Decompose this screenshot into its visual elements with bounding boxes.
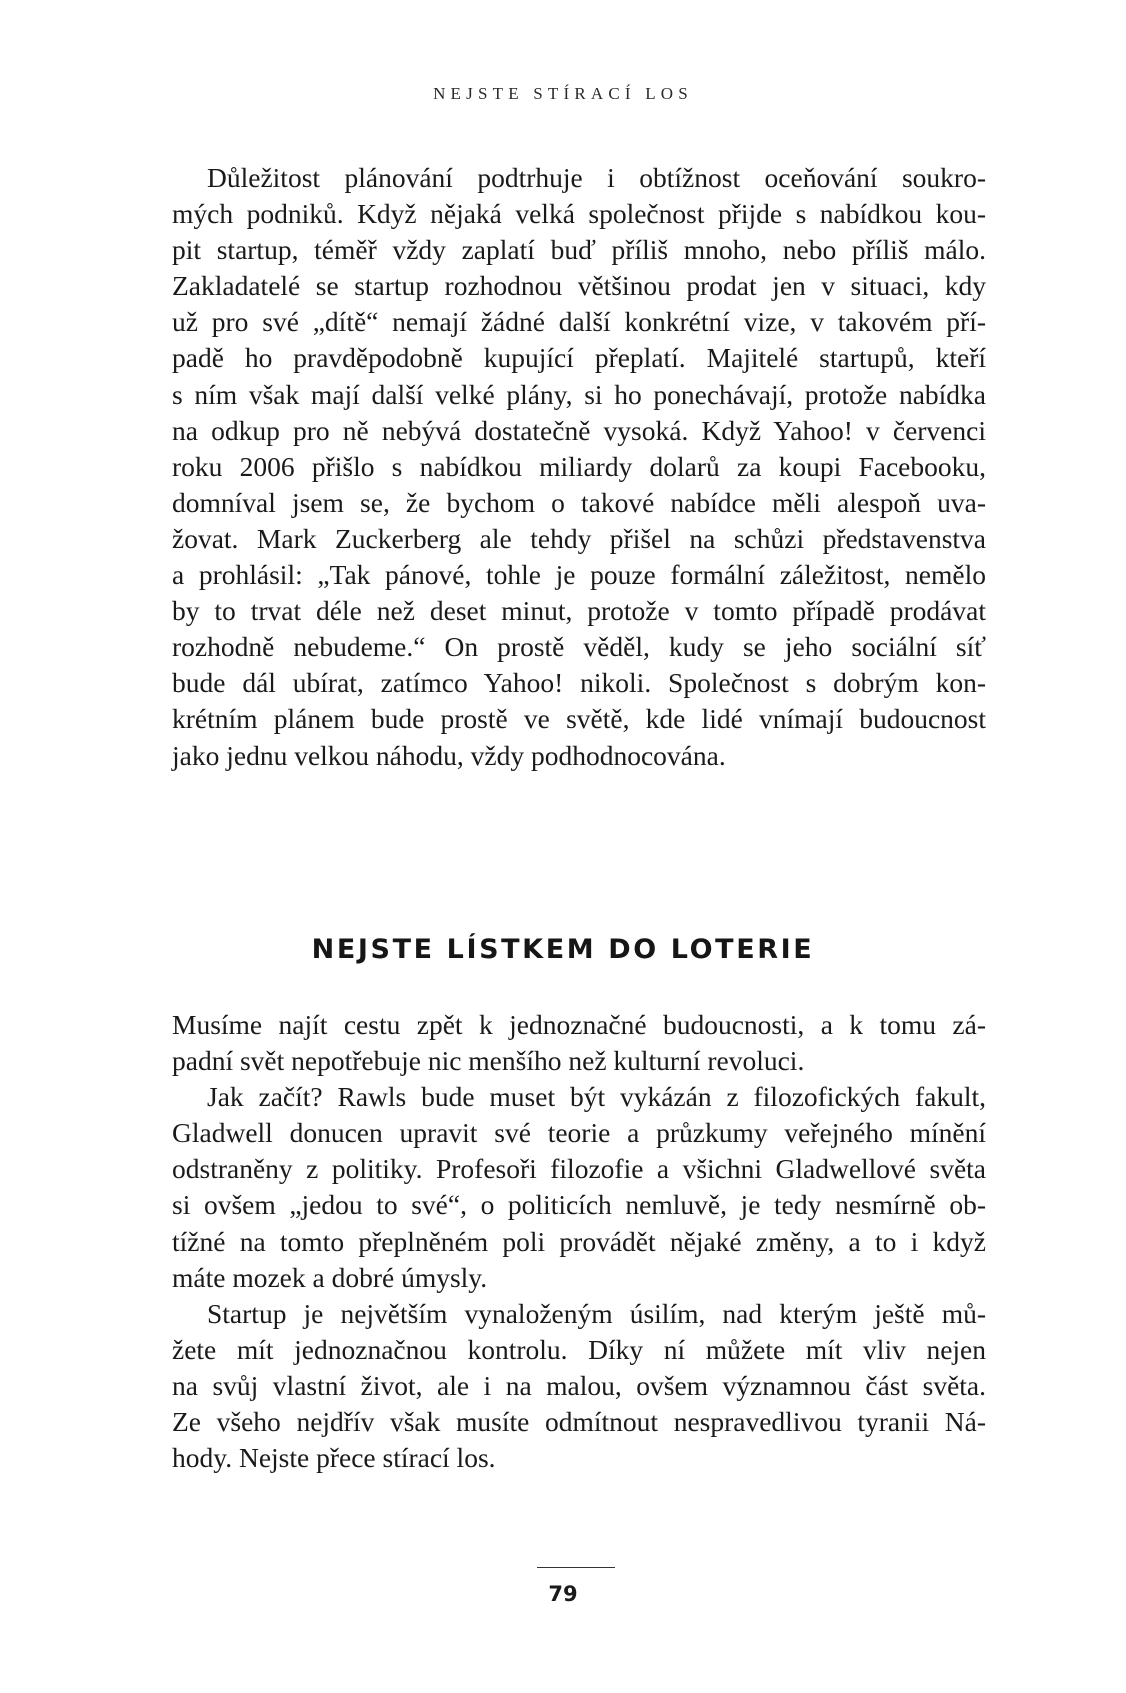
text-line: odstraněny z politiky. Profesoři filozofie a všichni Gladwellové světa xyxy=(172,1153,986,1185)
text-line: hody. Nejste přece stírací los. xyxy=(172,1442,496,1474)
text-line: pit startup, téměř vždy zaplatí buď příliš mnoho, nebo příliš málo. xyxy=(172,234,986,266)
text-line: na svůj vlastní život, ale i na malou, ovšem významnou část světa. xyxy=(172,1369,986,1401)
text-line: máte mozek a dobré úmysly. xyxy=(172,1261,488,1293)
text-line: krétním plánem bude prostě ve světě, kde lidé vnímají budoucnost xyxy=(172,703,986,735)
text-line: s ním však mají další velké plány, si ho ponechávají, protože nabídka xyxy=(172,378,986,410)
text-line: Jak začít? Rawls bude muset být vykázán z filozofických fakult, xyxy=(207,1081,986,1113)
text-line: Startup je největším vynaloženým úsilím, nad kterým ještě mů- xyxy=(207,1297,986,1329)
text-line: Zakladatelé se startup rozhodnou většinou prodat jen v situaci, kdy xyxy=(172,270,986,302)
text-line: by to trvat déle než deset minut, protože v tomto případě prodávat xyxy=(172,595,986,627)
running-header: NEJSTE STÍRACÍ LOS xyxy=(433,84,693,103)
text-line: žovat. Mark Zuckerberg ale tehdy přišel na schůzi představenstva xyxy=(172,522,986,554)
text-line: padě ho pravděpodobně kupující přeplatí. Majitelé startupů, kteří xyxy=(172,342,986,374)
text-line: už pro své „dítě“ nemají žádné další konkrétní vize, v takovém pří- xyxy=(172,306,986,338)
page-number: 79 xyxy=(548,1582,578,1606)
text-line: mých podniků. Když nějaká velká společnost přijde s nabídkou kou- xyxy=(172,198,986,230)
text-line: domníval jsem se, že bychom o takové nabídce měli alespoň uva- xyxy=(172,486,986,518)
text-line: rozhodně nebudeme.“ On prostě věděl, kudy se jeho sociální síť xyxy=(172,631,986,663)
text-line: padní svět nepotřebuje nic menšího než kulturní revoluci. xyxy=(172,1045,805,1077)
text-line: a prohlásil: „Tak pánové, tohle je pouze formální záležitost, nemělo xyxy=(172,559,986,591)
text-line: Důležitost plánování podtrhuje i obtížnost oceňování soukro- xyxy=(207,162,986,193)
text-line: Ze všeho nejdřív však musíte odmítnout nespravedlivou tyranii Ná- xyxy=(172,1406,986,1438)
text-line: žete mít jednoznačnou kontrolu. Díky ní můžete mít vliv nejen xyxy=(172,1333,986,1365)
body-section-1 xyxy=(172,160,986,774)
text-line: roku 2006 přišlo s nabídkou miliardy dolarů za koupi Facebooku, xyxy=(172,450,986,482)
text-line: tížné na tomto přeplněném poli provádět nějaké změny, a to i když xyxy=(172,1225,986,1257)
text-line: jako jednu velkou náhodu, vždy podhodnocována. xyxy=(172,739,726,771)
text-line: Gladwell donucen upravit své teorie a průzkumy veřejného mínění xyxy=(172,1117,986,1149)
text-line: si ovšem „jedou to své“, o politicích nemluvě, je tedy nesmírně ob- xyxy=(172,1189,986,1221)
text-line: bude dál ubírat, zatímco Yahoo! nikoli. Společnost s dobrým kon- xyxy=(172,667,986,699)
text-line: na odkup pro ně nebývá dostatečně vysoká. Když Yahoo! v červenci xyxy=(172,414,986,446)
text-line: Musíme najít cestu zpět k jednoznačné budoucnosti, a k tomu zá- xyxy=(172,1009,986,1040)
section-heading: NEJSTE LÍSTKEM DO LOTERIE xyxy=(311,934,815,965)
body-section-2 xyxy=(172,1007,986,1476)
page-number-rule xyxy=(537,1567,615,1568)
